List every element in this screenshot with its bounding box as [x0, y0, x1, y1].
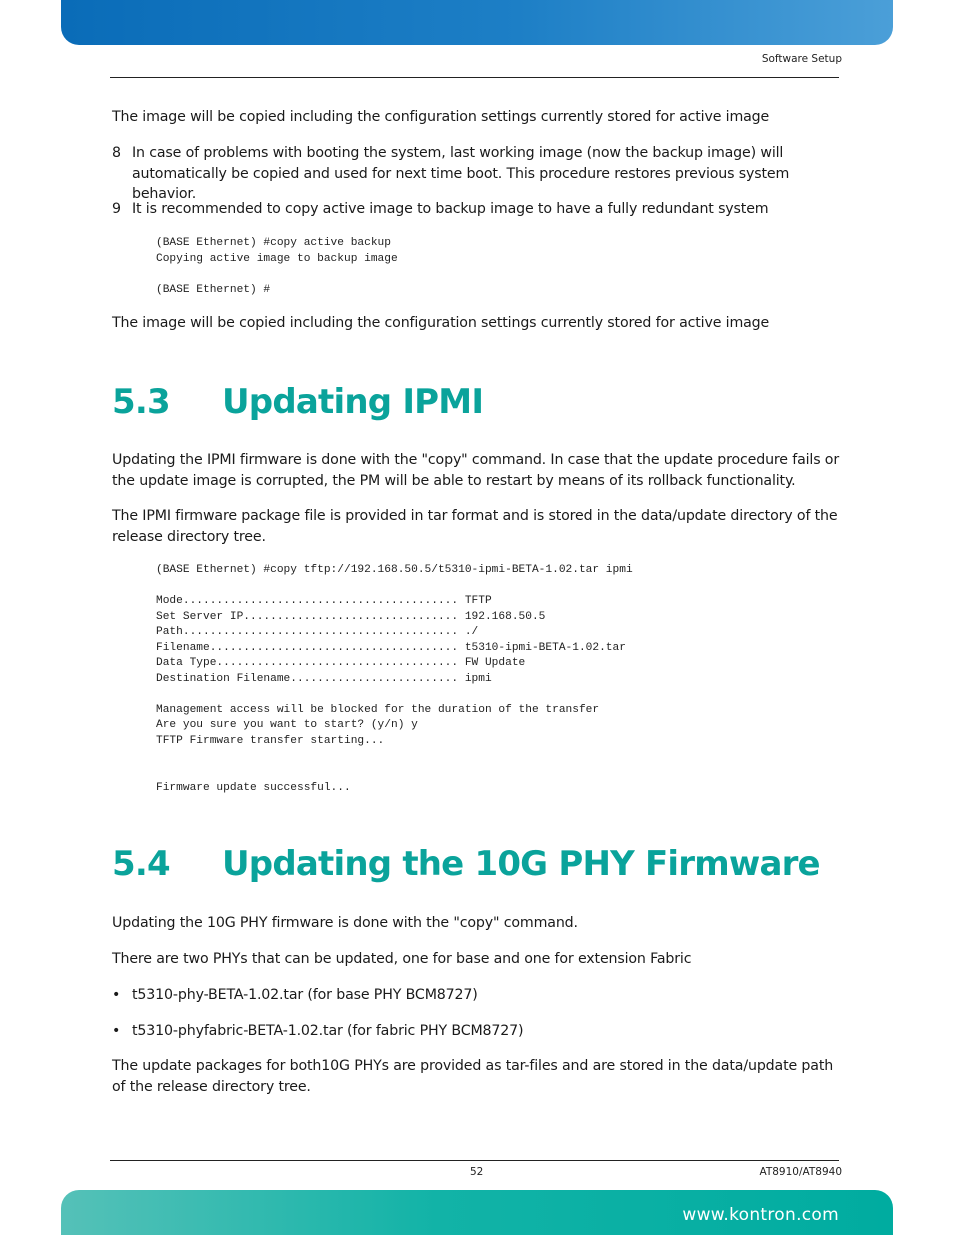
- paragraph-ipmi-package: The IPMI firmware package file is provided in tar format and is stored in the data/update directory of the release directory tree.: [112, 508, 838, 545]
- header-divider: [110, 77, 839, 78]
- list-text: It is recommended to copy active image to backup image to have a fully redundant system: [132, 201, 769, 217]
- bullet-text: t5310-phyfabric-BETA-1.02.tar (for fabric PHY BCM8727): [132, 1023, 524, 1039]
- code-block-ipmi-success: Firmware update successful...: [156, 782, 351, 794]
- header-section-title: Software Setup: [761, 53, 842, 65]
- list-number: 8: [112, 145, 121, 161]
- footer-banner: [61, 1190, 893, 1235]
- bullet-symbol: •: [112, 987, 121, 1003]
- code-block-copy-active: (BASE Ethernet) #copy active backup Copying active image to backup image (BASE Ethernet) #: [156, 237, 398, 296]
- section-number: 5.3: [112, 382, 170, 422]
- footer-divider: [110, 1160, 839, 1161]
- list-number: 9: [112, 201, 121, 217]
- paragraph-image-copied-1: The image will be copied including the configuration settings currently stored for active image: [112, 109, 770, 125]
- list-text: In case of problems with booting the system, last working image (now the backup image) will automatically be copied and used for next time boot. This procedure restores previous system behavior.: [132, 145, 790, 202]
- paragraph-ipmi-intro: Updating the IPMI firmware is done with the "copy" command. In case that the update procedure fails or the update image is corrupted, the PM will be able to restart by means of its rollback functionality.: [112, 452, 840, 489]
- paragraph-image-copied-2: The image will be copied including the configuration settings currently stored for active image: [112, 315, 770, 331]
- paragraph-phy-two: There are two PHYs that can be updated, one for base and one for extension Fabric: [112, 951, 692, 967]
- website-link[interactable]: www.kontron.com: [682, 1205, 839, 1225]
- paragraph-phy-packages: The update packages for both10G PHYs are provided as tar-files and are stored in the data/update path of the release directory tree.: [112, 1058, 834, 1095]
- page-number: 52: [470, 1166, 484, 1178]
- bullet-text: t5310-phy-BETA-1.02.tar (for base PHY BCM8727): [132, 987, 478, 1003]
- paragraph-phy-intro: Updating the 10G PHY firmware is done with the "copy" command.: [112, 915, 578, 931]
- section-number: 5.4: [112, 844, 170, 884]
- section-title: Updating IPMI: [222, 382, 484, 422]
- section-title: Updating the 10G PHY Firmware: [222, 844, 820, 884]
- bullet-symbol: •: [112, 1023, 121, 1039]
- header-banner: [61, 0, 893, 45]
- code-block-ipmi-copy: (BASE Ethernet) #copy tftp://192.168.50.5/t5310-ipmi-BETA-1.02.tar ipmi Mode......................................... TFTP Set Server IP................................ 192.168.50.5 Path......................................... ./ Filename..................................... t5310-ipmi-BETA-1.02.tar Data Type.................................... FW Update Destination Filename......................... ipmi Management access will be blocked for the duration of the transfer Are you sure you want to start? (y/n) y TFTP Firmware transfer starting...: [156, 564, 633, 747]
- document-id: AT8910/AT8940: [759, 1166, 842, 1178]
